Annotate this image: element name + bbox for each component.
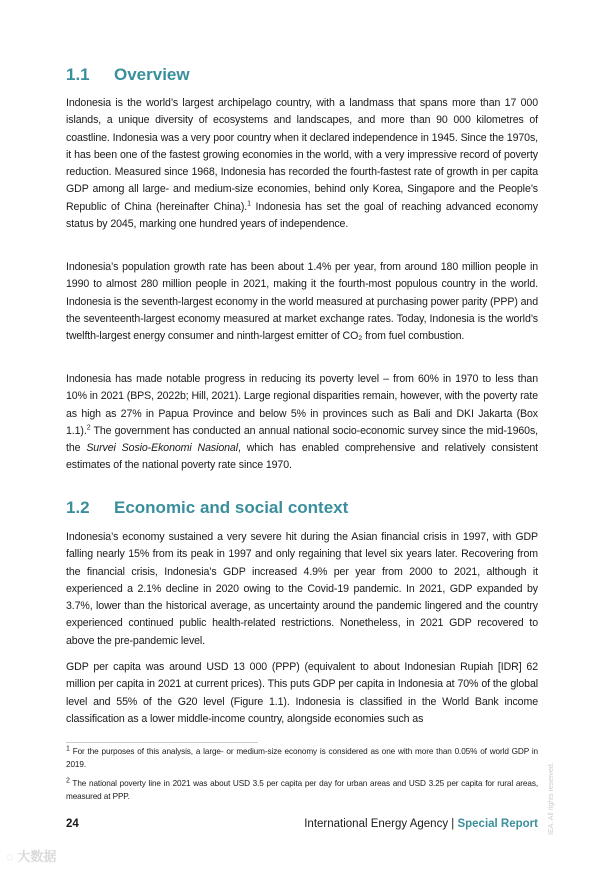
page-number: 24: [66, 818, 79, 830]
footnote-1: [66, 746, 538, 771]
footnote-mark: 2: [66, 777, 70, 785]
paragraph-gdp: [66, 659, 538, 728]
text: Indonesia’s economy sustained a very severe hit during the Asian financial crisis in 1997, with GDP falling nearly 15% from its peak in 1997 and only regaining that level six years later. Recovering from the financial crisis, Indonesia’s GDP increased 4.9% per year from 2000 to 2021, although it experienced a 2.1% decline in 2020 owing to the Covid-19 pandemic. In 2021, GDP expanded by 3.7%, lower than the historical average, as uncertainty around the pandemic lingered and the country experienced continued public health-related restrictions. Nonetheless, in 2021 GDP recovered to above the pre-pandemic level.: [66, 531, 538, 647]
section-title: Economic and social context: [114, 498, 349, 517]
copyright-note: IEA. All rights reserved.: [548, 762, 555, 835]
text: Indonesia has made notable progress in reducing its poverty level – from 60% in 1970 to less than 10% in 2021 (BPS, 2022b; Hill, 2021). Large regional disparities remain, however, with the poverty rate as high as 27% in Papua Province and below 5% in provinces such as Bali and DKI Jakarta (Box 1.1).: [66, 373, 538, 437]
footnote-text: The national poverty line in 2021 was about USD 3.5 per capita per day for urban areas and USD 3.25 per capita for rural areas, measured at PPP.: [66, 779, 539, 801]
section-number: 1.2: [66, 498, 90, 517]
footnote-ref[interactable]: 2: [86, 424, 91, 432]
section-heading-overview: [66, 65, 538, 85]
survey-name: Survei Sosio-Ekonomi Nasional: [86, 442, 238, 455]
watermark-logo: ◌ 大数据: [6, 849, 57, 864]
paragraph-population: [66, 259, 538, 345]
section-title: Overview: [114, 65, 190, 84]
text: Indonesia’s population growth rate has been about 1.4% per year, from around 180 million people in 1990 to almost 280 million people in 2021, making it the fourth-most populous country in the world. Indonesia is the seventh-largest economy in the world measured at purchasing power parity (PPP) and the seventeenth-largest economy measured at market exchange rates. Today, Indonesia is the world’s twelfth-largest energy consumer and ninth-largest emitter of CO₂ from fuel combustion.: [66, 261, 538, 343]
report-series: Special Report: [457, 818, 538, 830]
page-footer: [66, 818, 538, 830]
section-number: 1.1: [66, 65, 90, 84]
text: Indonesia is the world’s largest archipelago country, with a landmass that spans more than 17 000 islands, a unique diversity of ecosystems and landscapes, and more than 90 000 kilometres of coastline. Indonesia was a very poor country when it declared independence in 1945. Since the 1970s, it has been one of the fastest growing economies in the world, with a very impressive record of poverty reduction. Measured since 1968, Indonesia has recorded the fourth-fastest rate of growth in per capita GDP among all large- and medium-size economies, behind only Korea, Singapore and the People’s Republic of China (hereinafter China).: [66, 97, 538, 213]
publisher: International Energy Agency |: [304, 818, 455, 830]
text: GDP per capita was around USD 13 000 (PPP) (equivalent to about Indonesian Rupiah [IDR] 62 million per capita in 2021 at current prices). This puts GDP per capita in Indonesia at 70% of the global level and 55% of the G20 level (Figure 1.1). Indonesia is classified in the World Bank income classification as a lower middle-income country, alongside economies such as: [66, 661, 538, 725]
paragraph-overview: [66, 95, 538, 233]
footnote-ref[interactable]: 1: [247, 200, 251, 208]
text: , which has enabled comprehensive and relatively consistent estimates of the national poverty rate since 1970.: [66, 442, 538, 472]
footnote-2: [66, 778, 538, 803]
watermark-text: 大数据: [17, 849, 57, 864]
footnote-divider: [66, 742, 258, 743]
paragraph-poverty: [66, 371, 538, 475]
section-heading-economic: [66, 498, 538, 518]
paragraph-economy: [66, 529, 538, 650]
footnote-mark: 1: [66, 745, 70, 753]
text: Indonesia has set the goal of reaching advanced economy status by 2045, marking one hundred years of independence.: [66, 200, 538, 231]
text: The government has conducted an annual national socio-economic survey since the mid-1960s, the: [66, 424, 538, 455]
footnote-text: For the purposes of this analysis, a large- or medium-size economy is considered as one with more than 0.05% of world GDP in 2019.: [66, 747, 538, 769]
